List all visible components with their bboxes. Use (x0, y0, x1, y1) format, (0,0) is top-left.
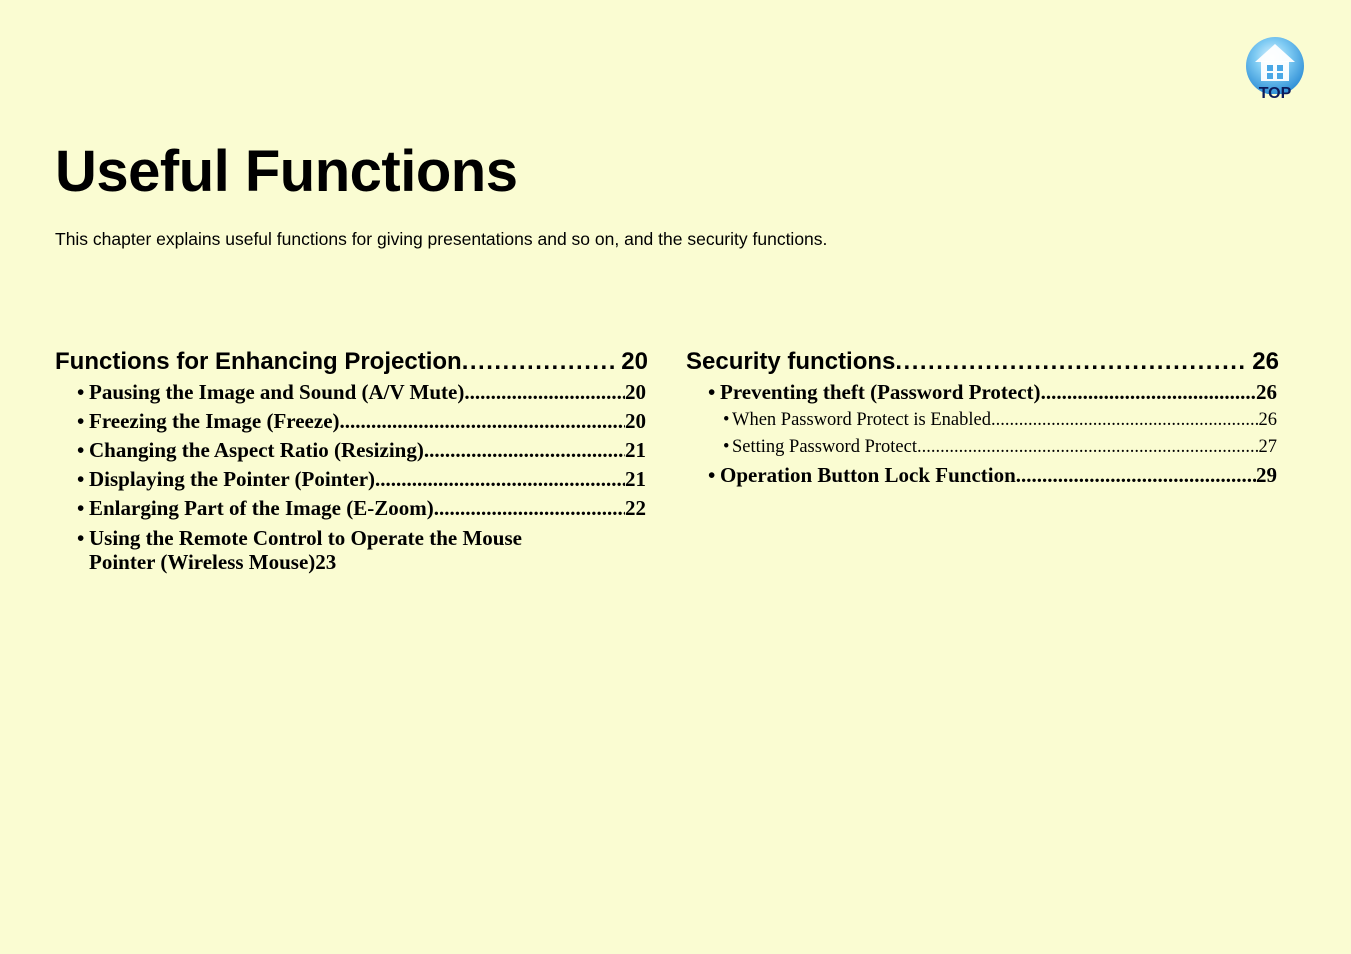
toc-heading-label: Security functions (686, 348, 896, 375)
toc-heading-security-functions[interactable] (686, 346, 1279, 378)
dot-leader (462, 346, 618, 378)
bullet: • (77, 526, 85, 550)
toc-item-label: Using the Remote Control to Operate the Mouse (89, 526, 522, 550)
toc-page-number: 22 (625, 496, 646, 520)
toc-subitem-setting-password[interactable] (686, 434, 1279, 461)
toc-item-wireless-mouse[interactable] (55, 526, 648, 574)
toc-item-label: Pausing the Image and Sound (A/V Mute) (89, 380, 465, 404)
toc-page-number: 26 (1252, 348, 1279, 375)
toc-item-label: Operation Button Lock Function (720, 463, 1016, 487)
bullet: • (77, 438, 85, 462)
toc-item-label: Displaying the Pointer (Pointer) (89, 467, 376, 491)
dot-leader (917, 434, 1259, 461)
toc-page-number: 29 (1256, 463, 1277, 487)
toc-page-number: 23 (315, 550, 337, 574)
dot-leader (375, 465, 625, 494)
page-title: Useful Functions (55, 139, 518, 204)
toc-subitem-password-enabled[interactable] (686, 407, 1279, 434)
toc-heading-label: Functions for Enhancing Projection (55, 348, 462, 375)
dot-leader (991, 407, 1259, 434)
toc-item-line (77, 550, 646, 574)
bullet: • (708, 380, 716, 404)
toc-item-button-lock[interactable] (686, 461, 1279, 490)
toc-item-label-continued: Pointer (Wireless Mouse) (89, 550, 316, 574)
dot-leader (340, 407, 625, 436)
toc-item-e-zoom[interactable] (55, 494, 648, 523)
bullet: • (708, 463, 716, 487)
toc-page-number: 20 (621, 348, 648, 375)
dot-leader (434, 494, 625, 523)
top-button-label: TOP (1258, 85, 1292, 102)
toc-item-freeze[interactable] (55, 407, 648, 436)
bullet: • (723, 437, 730, 457)
toc-subitem-label: When Password Protect is Enabled (732, 410, 991, 430)
toc-page-number: 20 (625, 409, 646, 433)
toc-item-label: Enlarging Part of the Image (E-Zoom) (89, 496, 434, 520)
toc-page-number: 21 (625, 467, 646, 491)
toc-item-av-mute[interactable] (55, 378, 648, 407)
toc-item-password-protect[interactable] (686, 378, 1279, 407)
toc-page-number: 27 (1258, 437, 1277, 457)
bullet: • (723, 410, 730, 430)
dot-leader (895, 346, 1248, 378)
toc-item-label: Freezing the Image (Freeze) (89, 409, 340, 433)
toc-page-number: 21 (625, 438, 646, 462)
toc-item-pointer[interactable] (55, 465, 648, 494)
top-button[interactable] (1243, 34, 1307, 106)
dot-leader (424, 436, 625, 465)
bullet: • (77, 496, 85, 520)
bullet: • (77, 409, 85, 433)
chapter-intro: This chapter explains useful functions for giving presentations and so on, and the security functions. (55, 229, 828, 249)
toc-right-column (686, 346, 1279, 490)
toc-item-line (77, 526, 646, 550)
toc-item-label: Preventing theft (Password Protect) (720, 380, 1041, 404)
toc-heading-enhancing-projection[interactable] (55, 346, 648, 378)
toc-page-number: 26 (1256, 380, 1277, 404)
bullet: • (77, 467, 85, 491)
dot-leader (1016, 461, 1256, 490)
toc-item-label: Changing the Aspect Ratio (Resizing) (89, 438, 424, 462)
dot-leader (1041, 378, 1256, 407)
dot-leader (464, 378, 625, 407)
toc-page-number: 26 (1258, 410, 1277, 430)
toc-subitem-label: Setting Password Protect (732, 437, 917, 457)
toc-item-resizing[interactable] (55, 436, 648, 465)
toc-page-number: 20 (625, 380, 646, 404)
toc-left-column (55, 346, 648, 574)
bullet: • (77, 380, 85, 404)
